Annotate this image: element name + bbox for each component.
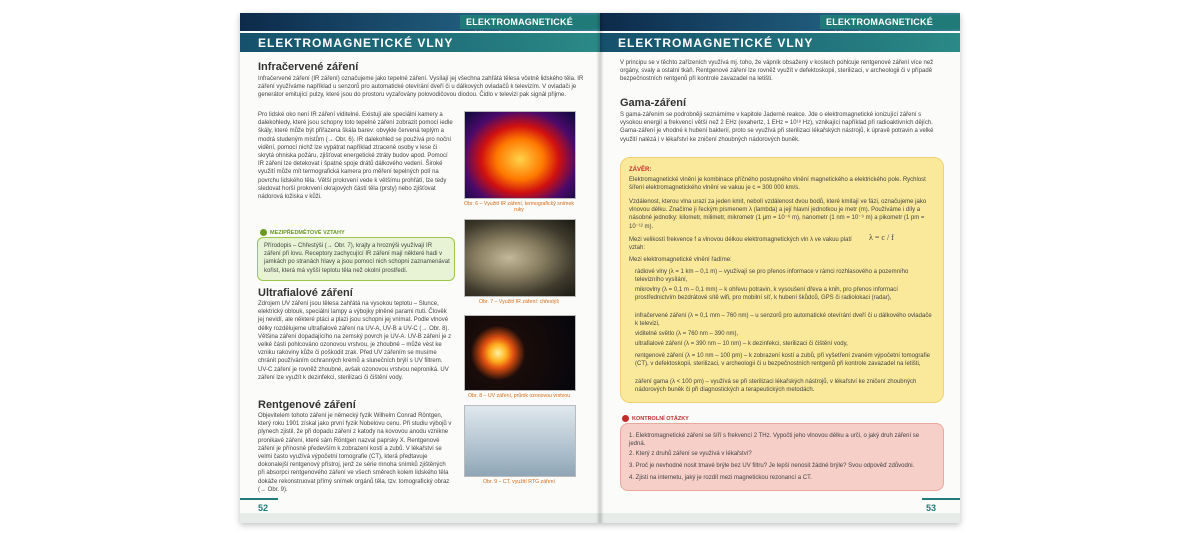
interdisciplinary-text: Přírodopis – Chřestýši (→ Obr. 7), krajty a hroznýši využívají IR záření při lovu. Receptory zachycující IR záření mají některé hadi v jamkách po stranách hlavy a jsou pomocí nich schopni zaznamenávat kořist, která má vyšší teplotu těla než okolní prostředí. (264, 243, 450, 274)
footer-line-right (922, 498, 960, 500)
paragraph-uv: Zdrojem UV záření jsou tělesa zahřátá na vysokou teplotu – Slunce, elektrický oblouk, speciální lampy a výbojky plněné parami rtuti. Člověk jej nevidí, ale některé ptáci a plazi jsou schopni jej vnímat. Podle vlnové délky rozdělujeme ultrafialové záření na UV-A, UV-B a UV-C (→ Obr. 8). Většina záření dopadajícího na zemský povrch je UV-A. UV-B záření je z velké části pohlcováno ozonovou vrstvou, je zhoubné – může vést ke vzniku rakoviny kůže či poškodit zrak. Před UV zářením se musíme chránit používáním ochranných krémů a slunečních brýlí s UV filtrem. UV-C záření je rovněž zhoubné, avšak ozonovou vrstvou neproniká. UV záření lze využít k dezinfekci, sterilizaci či čištění vody. (258, 301, 452, 381)
summary-text-1: Elektromagnetické vlnění je kombinace příčného postupného vlnění magnetického a elektrického pole. Rychlost šíření elektromagnetického vlnění ve vakuu je c = 300 000 km/s. (629, 177, 926, 192)
chapter-header (240, 33, 600, 52)
paragraph-infrared: Infračervené záření (IR záření) označujeme jako tepelné záření. Vysílají jej všechna zahřátá tělesa včetně lidského těla. IR záření využíváme například u senzorů pro automatické otevírání dveří či u dálkových ovladačů k televizím. V ovladači je generátor emitující pulzy, které jsou do prostoru vyzařovány polovodičovou diodou. Čidlo v televizi pak signál přijme. (258, 76, 584, 99)
rattlesnake-image (464, 219, 576, 297)
em-list-item-4: viditelné světlo (λ = 760 nm – 390 nm), (635, 331, 739, 337)
questions-label (622, 415, 689, 422)
heading-infrared: Infračervené záření (258, 61, 359, 73)
summary-box (620, 157, 944, 403)
heading-gamma: Gama-záření (620, 97, 687, 109)
interdisciplinary-box (257, 237, 455, 281)
ct-scanner-image (464, 405, 576, 477)
open-textbook (240, 13, 960, 523)
paragraph-xray: Objevitelem tohoto záření je německý fyzik Wilhelm Conrad Röntgen, který roku 1901 získal jako první fyzik Nobelovu cenu. Při studiu výbojů v plynech zjistil, že při dopadu záření z katody na kovovou anodu vzniknе pronikavé záření, které sám Röntgen nazval paprsky X. Rentgenové záření je přínosné především k zobrazení kostí a zubů. V lékařství se velmi často využívá výpočetní tomografie (CT), která předtavuje dokonalejší rentgenový přístroj, jenž ze série mnoha snímků zjištěných při absorpci rentgenového záření ve všech směrech kolem lidského těla dokáže rekonstruovat přímý snímek orgánů těla, tzv. tomografický obraz (→ Obr. 9). (258, 413, 452, 493)
chapter-title-right: ELEKTROMAGNETICKÉ VLNY (618, 36, 814, 50)
question-4: 4. Zjisti na internetu, jaký je rozdíl mezi magnetickou rezonancí a CT. (629, 475, 812, 481)
em-list-item-1: rádiové vlny (λ = 1 km – 0,1 m) – využívají se pro přenos informace v rámci rozhlasového a pozemního televizního vysílání, (635, 269, 909, 284)
interdisciplinary-label-text: MEZIPŘEDMĚTOVÉ VZTAHY (270, 229, 345, 236)
right-page (600, 13, 960, 523)
sun-earth-image (464, 315, 576, 391)
page-number-left: 52 (258, 503, 269, 513)
thermal-hand-image (464, 111, 576, 199)
summary-label: ZÁVĚR: (629, 167, 652, 173)
paragraph-gamma: S gama-zářením se podrobněji seznámíme v kapitole Jaderné reakce. Jde o elektromagnetické ionizující záření s vysokou energií a frekvencí větší než 2 EHz (exahertz, 1 EHz = 10¹⁸ Hz), vznikající například při radioaktivních dějích. Gama-záření je vhodné k hubení bakterií, proto se využívá při sterilizaci lékařských nástrojů, k úpravě potravin a velké využití nalézá i v lékařství ke zničení zhoubných nádorových buněk. (620, 112, 934, 143)
caption-fig7: Obr. 7 – Využití IR záření: chřestýš (479, 299, 559, 305)
chapter-title: ELEKTROMAGNETICKÉ VLNY (258, 36, 454, 50)
left-page (240, 13, 600, 523)
formula: λ = c / f (869, 233, 894, 242)
question-2: 2. Který z druhů záření se využívá v lékařství? (629, 451, 752, 457)
em-list-item-7: záření gama (λ < 100 pm) – využívá se při sterilizaci lékařských nástrojů, v lékařství ke zničení zhoubných nádorových buněk či při diagnostických a terapeutických metodách. (635, 379, 917, 394)
gear-icon (622, 415, 629, 422)
em-list-item-6: rentgenové záření (λ = 10 nm – 100 pm) – k zobrazení kostí a zubů, při vyšetření zvaném výpočetní tomografie (CT), v defektoskopii, sterilizaci, v archeologii či u bezpečnostních rentgenů při kontrole zavazadel na letišti, (635, 353, 930, 368)
section-label-right: ELEKTROMAGNETICKÉ (820, 15, 960, 29)
section-label: ELEKTROMAGNETICKÉ (460, 15, 600, 29)
summary-text-4: Mezi elektromagnetické vlnění řadíme: (629, 257, 732, 263)
caption-fig9: Obr. 9 – CT, využití RTG záření (483, 479, 555, 485)
question-3: 3. Proč je nevhodné nosit tmavé brýle bez UV filtru? Je lepší nenosit žádné brýle? Svou odpověď zdůvodni. (629, 463, 915, 469)
question-1: 1. Elektromagnetické záření se šíří s frekvencí 2 THz. Vypočti jeho vlnovou délku a urči, o jaký druh záření se jedná. (629, 433, 920, 448)
gear-icon (260, 229, 267, 236)
heading-uv: Ultrafialové záření (258, 287, 353, 299)
footer-strip-right (600, 513, 960, 523)
summary-text-2: Vzdálenost, kterou vlna urazí za jeden kmit, nebolí vzdálenost dvou bodů, které kmitají ve fázi, označujeme jako vlnovou délku. Značíme ji řeckým písmenem λ (lambda) a její hlavní jednotkou je metr (m). Používáme i díly a násobné jednotky: kilometr, milimetr, mikrometr (1 μm = 10⁻⁶ m), nanometr (1 nm = 10⁻⁹ m) a pikometr (1 pm = 10⁻¹² m). (629, 199, 927, 230)
page-number-right: 53 (926, 503, 937, 513)
interdisciplinary-label (260, 229, 345, 236)
heading-xray: Rentgenové záření (258, 399, 356, 411)
questions-label-text: KONTROLNÍ OTÁZKY (632, 415, 689, 422)
chapter-header-right (600, 33, 960, 52)
book-spine (596, 13, 604, 523)
paragraph-infrared-2: Pro lidské oko není IR záření viditelné. Existují ale speciální kamery a dalekohledy, které jsou schopny toto tepelné záření zobrazit pomocí iedle škály, které může být přiřazena škála barev: obvykle červená teplým a modrá studeným místům (→ Obr. 6). IR dalekohled se používá pro noční vidění, pomocí nichž lze vypátrat například ztracené osoby v lese či skrytá ohniska požáru, zjišťovat energetické ztráty budov apod. Pomocí IR záření lze detekovat i špatné spoje drátů dálkového vedení. Široké využití může mít termografická kamera pro měření tepelných polí na povrchu lidského těla. Větší prokrvení vede k většímu prohřátí, lze tedy sledovat horší prokrvení okrajových částí těla (prsty) nebo zjišťovat nádorová ložiska v kůži. (258, 112, 453, 201)
footer-line (240, 498, 278, 500)
paragraph-intro: V principu se v těchto zařízeních využívá mj. toho, že vápník obsažený v kostech pohlcuje rentgenové záření více než orgány, svaly a ostatní tkáň. Rentgenové záření lze rovněž využít v defektoskopii, sterilizaci, v archeologii či v případě bezpečnostních rentgenů při kontrole zavazadel na letišti. (620, 60, 934, 83)
em-list-item-5: ultrafialové záření (λ = 390 nm – 10 nm) – k dezinfekci, sterilizaci či čištění vody, (635, 341, 848, 347)
footer-strip (240, 513, 600, 523)
em-list-item-2: mikrovlny (λ = 0,1 m – 0,1 mm) – k ohřevu potravin, k vysoušení dřeva a knih, pro přenos informací prostřednictvím bezdrátové sítě wifi, pro mobilní síť, k hubení škůdců, GPS či radiolokaci (radar), (635, 287, 898, 302)
em-list-item-3: infračervené záření (λ = 0,1 mm – 760 nm) – u senzorů pro automatické otevírání dveří či u dálkového ovladače k televizi, (635, 313, 932, 328)
summary-text-3: Mezi velikostí frekvence f a vlnovou délkou elektromagnetických vln λ ve vakuu platí vztah: (629, 237, 852, 252)
caption-fig8: Obr. 8 – UV záření, průnik ozonovou vrstvou (467, 393, 571, 399)
caption-fig6: Obr. 6 – Využití IR záření, termografický snímek ruky (464, 201, 574, 213)
questions-box (620, 423, 944, 491)
